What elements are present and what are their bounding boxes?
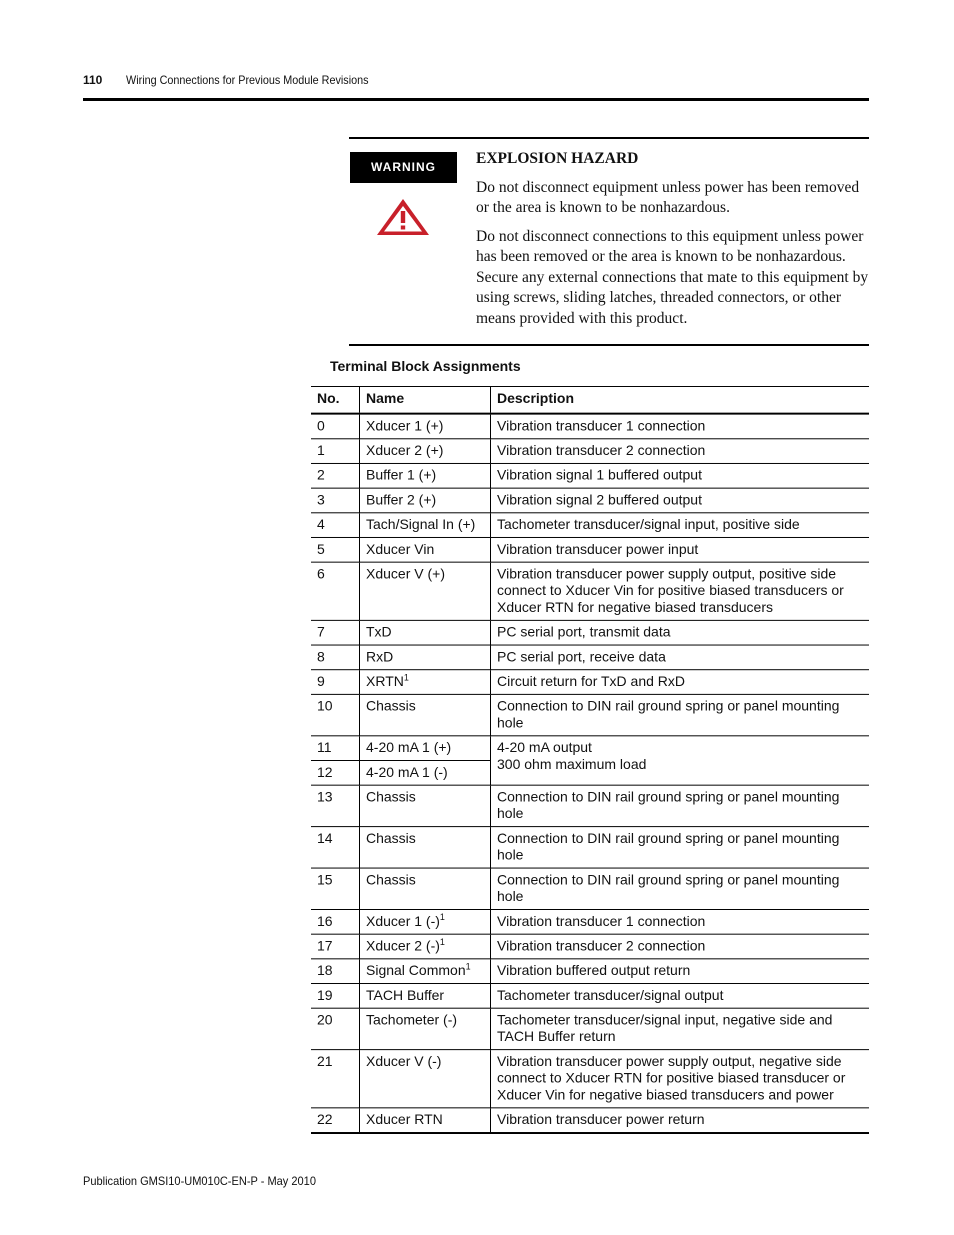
table-row xyxy=(311,1108,869,1133)
table-row xyxy=(311,537,869,562)
table-row xyxy=(311,736,869,761)
warning-text xyxy=(476,149,870,337)
table-body xyxy=(311,414,869,1133)
description-text: PC serial port, receive data xyxy=(497,648,666,665)
footnote-marker: 1 xyxy=(439,912,445,923)
terminal-name xyxy=(360,439,491,464)
warning-box xyxy=(349,137,869,346)
terminal-number: 16 xyxy=(311,910,360,935)
table-row xyxy=(311,959,869,984)
terminal-name-text: Buffer 2 (+) xyxy=(366,491,437,508)
table-row xyxy=(311,562,869,620)
column-header-name: Name xyxy=(360,386,491,413)
terminal-name xyxy=(360,537,491,562)
terminal-name-text: Chassis xyxy=(366,788,416,805)
table-row xyxy=(311,488,869,513)
terminal-name-text: Chassis xyxy=(366,830,416,846)
description-text: Vibration transducer power supply output, positive side connect to Xducer Vin for positive biased transducers or Xducer RTN for negative biased transducers xyxy=(497,565,844,615)
description-text: Vibration transducer 1 connection xyxy=(497,912,706,929)
footnote-marker: 1 xyxy=(465,961,471,972)
terminal-number: 19 xyxy=(311,984,360,1009)
running-head: Wiring Connections for Previous Module Revisions xyxy=(126,73,369,87)
terminal-number: 9 xyxy=(311,670,360,695)
table-row xyxy=(311,934,869,959)
terminal-description xyxy=(491,868,870,909)
terminal-number: 11 xyxy=(311,736,360,761)
warning-label: WARNING xyxy=(350,152,457,183)
column-header-no: No. xyxy=(311,386,360,413)
terminal-number: 5 xyxy=(311,537,360,562)
table-row xyxy=(311,868,869,909)
description-text: Vibration buffered output return xyxy=(497,962,691,979)
description-text: Connection to DIN rail ground spring or panel mounting hole xyxy=(497,871,840,905)
warning-title: EXPLOSION HAZARD xyxy=(476,150,639,167)
terminal-name-text: TxD xyxy=(366,623,392,640)
table-row xyxy=(311,439,869,464)
table-row xyxy=(311,1008,869,1049)
terminal-number: 20 xyxy=(311,1008,360,1049)
table-row xyxy=(311,414,869,439)
terminal-name xyxy=(360,934,491,959)
terminal-description xyxy=(491,1108,870,1133)
terminal-description xyxy=(491,488,870,513)
terminal-number: 12 xyxy=(311,760,360,785)
terminal-name-text: Tachometer (-) xyxy=(366,1011,458,1028)
terminal-description xyxy=(491,910,870,935)
page-header xyxy=(83,72,869,101)
terminal-description xyxy=(491,694,870,735)
terminal-name xyxy=(360,868,491,909)
table-row xyxy=(311,984,869,1009)
footnote-marker: 1 xyxy=(403,672,409,683)
terminal-name-text: XRTN xyxy=(366,673,404,689)
terminal-block-table xyxy=(311,386,869,1134)
table-row xyxy=(311,910,869,935)
terminal-name-text: Xducer V (+) xyxy=(366,565,445,582)
table-row xyxy=(311,513,869,538)
description-text: Vibration transducer 2 connection xyxy=(497,442,706,459)
description-text: Circuit return for TxD and RxD xyxy=(497,673,686,689)
table-row xyxy=(311,645,869,670)
description-text: Tachometer transducer/signal input, positive side xyxy=(497,516,800,533)
terminal-description xyxy=(491,645,870,670)
terminal-description xyxy=(491,959,870,984)
terminal-number: 15 xyxy=(311,868,360,909)
terminal-name xyxy=(360,910,491,935)
description-text: Vibration signal 1 buffered output xyxy=(497,466,702,483)
terminal-description xyxy=(491,736,870,785)
terminal-name-text: Tach/Signal In (+) xyxy=(366,516,476,533)
terminal-description xyxy=(491,934,870,959)
terminal-number: 1 xyxy=(311,439,360,464)
terminal-name-text: Xducer RTN xyxy=(366,1111,443,1128)
terminal-name xyxy=(360,984,491,1009)
terminal-name xyxy=(360,562,491,620)
terminal-name xyxy=(360,1108,491,1133)
terminal-name xyxy=(360,488,491,513)
terminal-name xyxy=(360,694,491,735)
table-row xyxy=(311,1050,869,1108)
terminal-name-text: Xducer 2 (-) xyxy=(366,937,440,954)
table-caption: Terminal Block Assignments xyxy=(330,358,521,374)
terminal-name-text: Xducer V (-) xyxy=(366,1053,442,1069)
terminal-number: 22 xyxy=(311,1108,360,1133)
description-text: Vibration transducer 1 connection xyxy=(497,417,706,434)
page-number: 110 xyxy=(83,73,103,87)
terminal-name-text: Buffer 1 (+) xyxy=(366,466,437,483)
terminal-description xyxy=(491,537,870,562)
terminal-name xyxy=(360,414,491,439)
description-text: 4-20 mA output xyxy=(497,739,592,756)
terminal-name-text: Xducer 1 (+) xyxy=(366,417,444,434)
warning-paragraph-1: Do not disconnect equipment unless power has been removed or the area is known to be nonhazardous. xyxy=(476,178,860,216)
footnote-marker: 1 xyxy=(439,936,445,947)
terminal-name xyxy=(360,645,491,670)
description-text: Connection to DIN rail ground spring or panel mounting hole xyxy=(497,697,840,731)
terminal-description xyxy=(491,562,870,620)
terminal-description xyxy=(491,984,870,1009)
table-header-row xyxy=(311,386,869,413)
terminal-name-text: Chassis xyxy=(366,871,416,888)
terminal-description xyxy=(491,439,870,464)
terminal-number: 13 xyxy=(311,785,360,826)
terminal-description xyxy=(491,785,870,826)
terminal-name xyxy=(360,827,491,868)
terminal-description xyxy=(491,620,870,645)
terminal-name xyxy=(360,1050,491,1108)
terminal-name-text: 4-20 mA 1 (+) xyxy=(366,739,452,756)
terminal-description xyxy=(491,827,870,868)
terminal-name xyxy=(360,1008,491,1049)
terminal-number: 0 xyxy=(311,414,360,439)
description-text: Connection to DIN rail ground spring or panel mounting hole xyxy=(497,830,840,863)
description-text: Tachometer transducer/signal output xyxy=(497,986,724,1003)
terminal-number: 7 xyxy=(311,620,360,645)
description-text: Vibration transducer power input xyxy=(497,540,699,557)
terminal-name-text: 4-20 mA 1 (-) xyxy=(366,763,448,780)
description-text: Vibration transducer power return xyxy=(497,1111,705,1128)
terminal-name-text: Chassis xyxy=(366,697,416,714)
warning-triangle-icon xyxy=(375,197,431,237)
description-text-line-2: 300 ohm maximum load xyxy=(497,756,647,772)
terminal-description xyxy=(491,1008,870,1049)
publication-footer: Publication GMSI10-UM010C-EN-P - May 2010 xyxy=(83,1174,316,1188)
warning-paragraph-2: Do not disconnect connections to this equipment unless power has been removed or the area is known to be nonhazardous. Secure any external connections that mate to this equipment by using screws, sliding latches, threaded connectors, or other means provided with this product. xyxy=(476,227,869,327)
description-text: Vibration signal 2 buffered output xyxy=(497,491,702,508)
terminal-number: 4 xyxy=(311,513,360,538)
terminal-name xyxy=(360,620,491,645)
terminal-name-text: RxD xyxy=(366,648,394,665)
terminal-description xyxy=(491,463,870,488)
description-text: Tachometer transducer/signal input, negative side and TACH Buffer return xyxy=(497,1011,833,1045)
terminal-name-text: Xducer Vin xyxy=(366,540,435,557)
column-header-description: Description xyxy=(491,386,870,413)
table-row xyxy=(311,827,869,868)
terminal-number: 17 xyxy=(311,934,360,959)
description-text: Connection to DIN rail ground spring or panel mounting hole xyxy=(497,788,840,822)
terminal-name xyxy=(360,785,491,826)
terminal-number: 21 xyxy=(311,1050,360,1108)
terminal-name-text: Signal Common xyxy=(366,962,466,979)
table-row xyxy=(311,670,869,695)
description-text: PC serial port, transmit data xyxy=(497,623,671,640)
terminal-name-text: Xducer 2 (+) xyxy=(366,442,444,459)
terminal-description xyxy=(491,414,870,439)
description-text: Vibration transducer power supply output, negative side connect to Xducer RTN for positive biased transducer or Xducer Vin for negative biased transducers and power xyxy=(497,1053,846,1103)
terminal-number: 3 xyxy=(311,488,360,513)
terminal-name xyxy=(360,463,491,488)
terminal-name-text: TACH Buffer xyxy=(366,986,445,1003)
terminal-number: 18 xyxy=(311,959,360,984)
terminal-description xyxy=(491,670,870,695)
table-row xyxy=(311,463,869,488)
table-row xyxy=(311,694,869,735)
description-text: Vibration transducer 2 connection xyxy=(497,937,706,954)
terminal-description xyxy=(491,513,870,538)
table-row xyxy=(311,620,869,645)
terminal-description xyxy=(491,1050,870,1108)
terminal-name xyxy=(360,670,491,695)
terminal-number: 14 xyxy=(311,827,360,868)
terminal-name xyxy=(360,760,491,785)
terminal-name xyxy=(360,736,491,761)
table-row xyxy=(311,785,869,826)
terminal-number: 2 xyxy=(311,463,360,488)
terminal-name-text: Xducer 1 (-) xyxy=(366,912,440,929)
terminal-number: 6 xyxy=(311,562,360,620)
terminal-name xyxy=(360,513,491,538)
terminal-number: 8 xyxy=(311,645,360,670)
terminal-name xyxy=(360,959,491,984)
terminal-number: 10 xyxy=(311,694,360,735)
